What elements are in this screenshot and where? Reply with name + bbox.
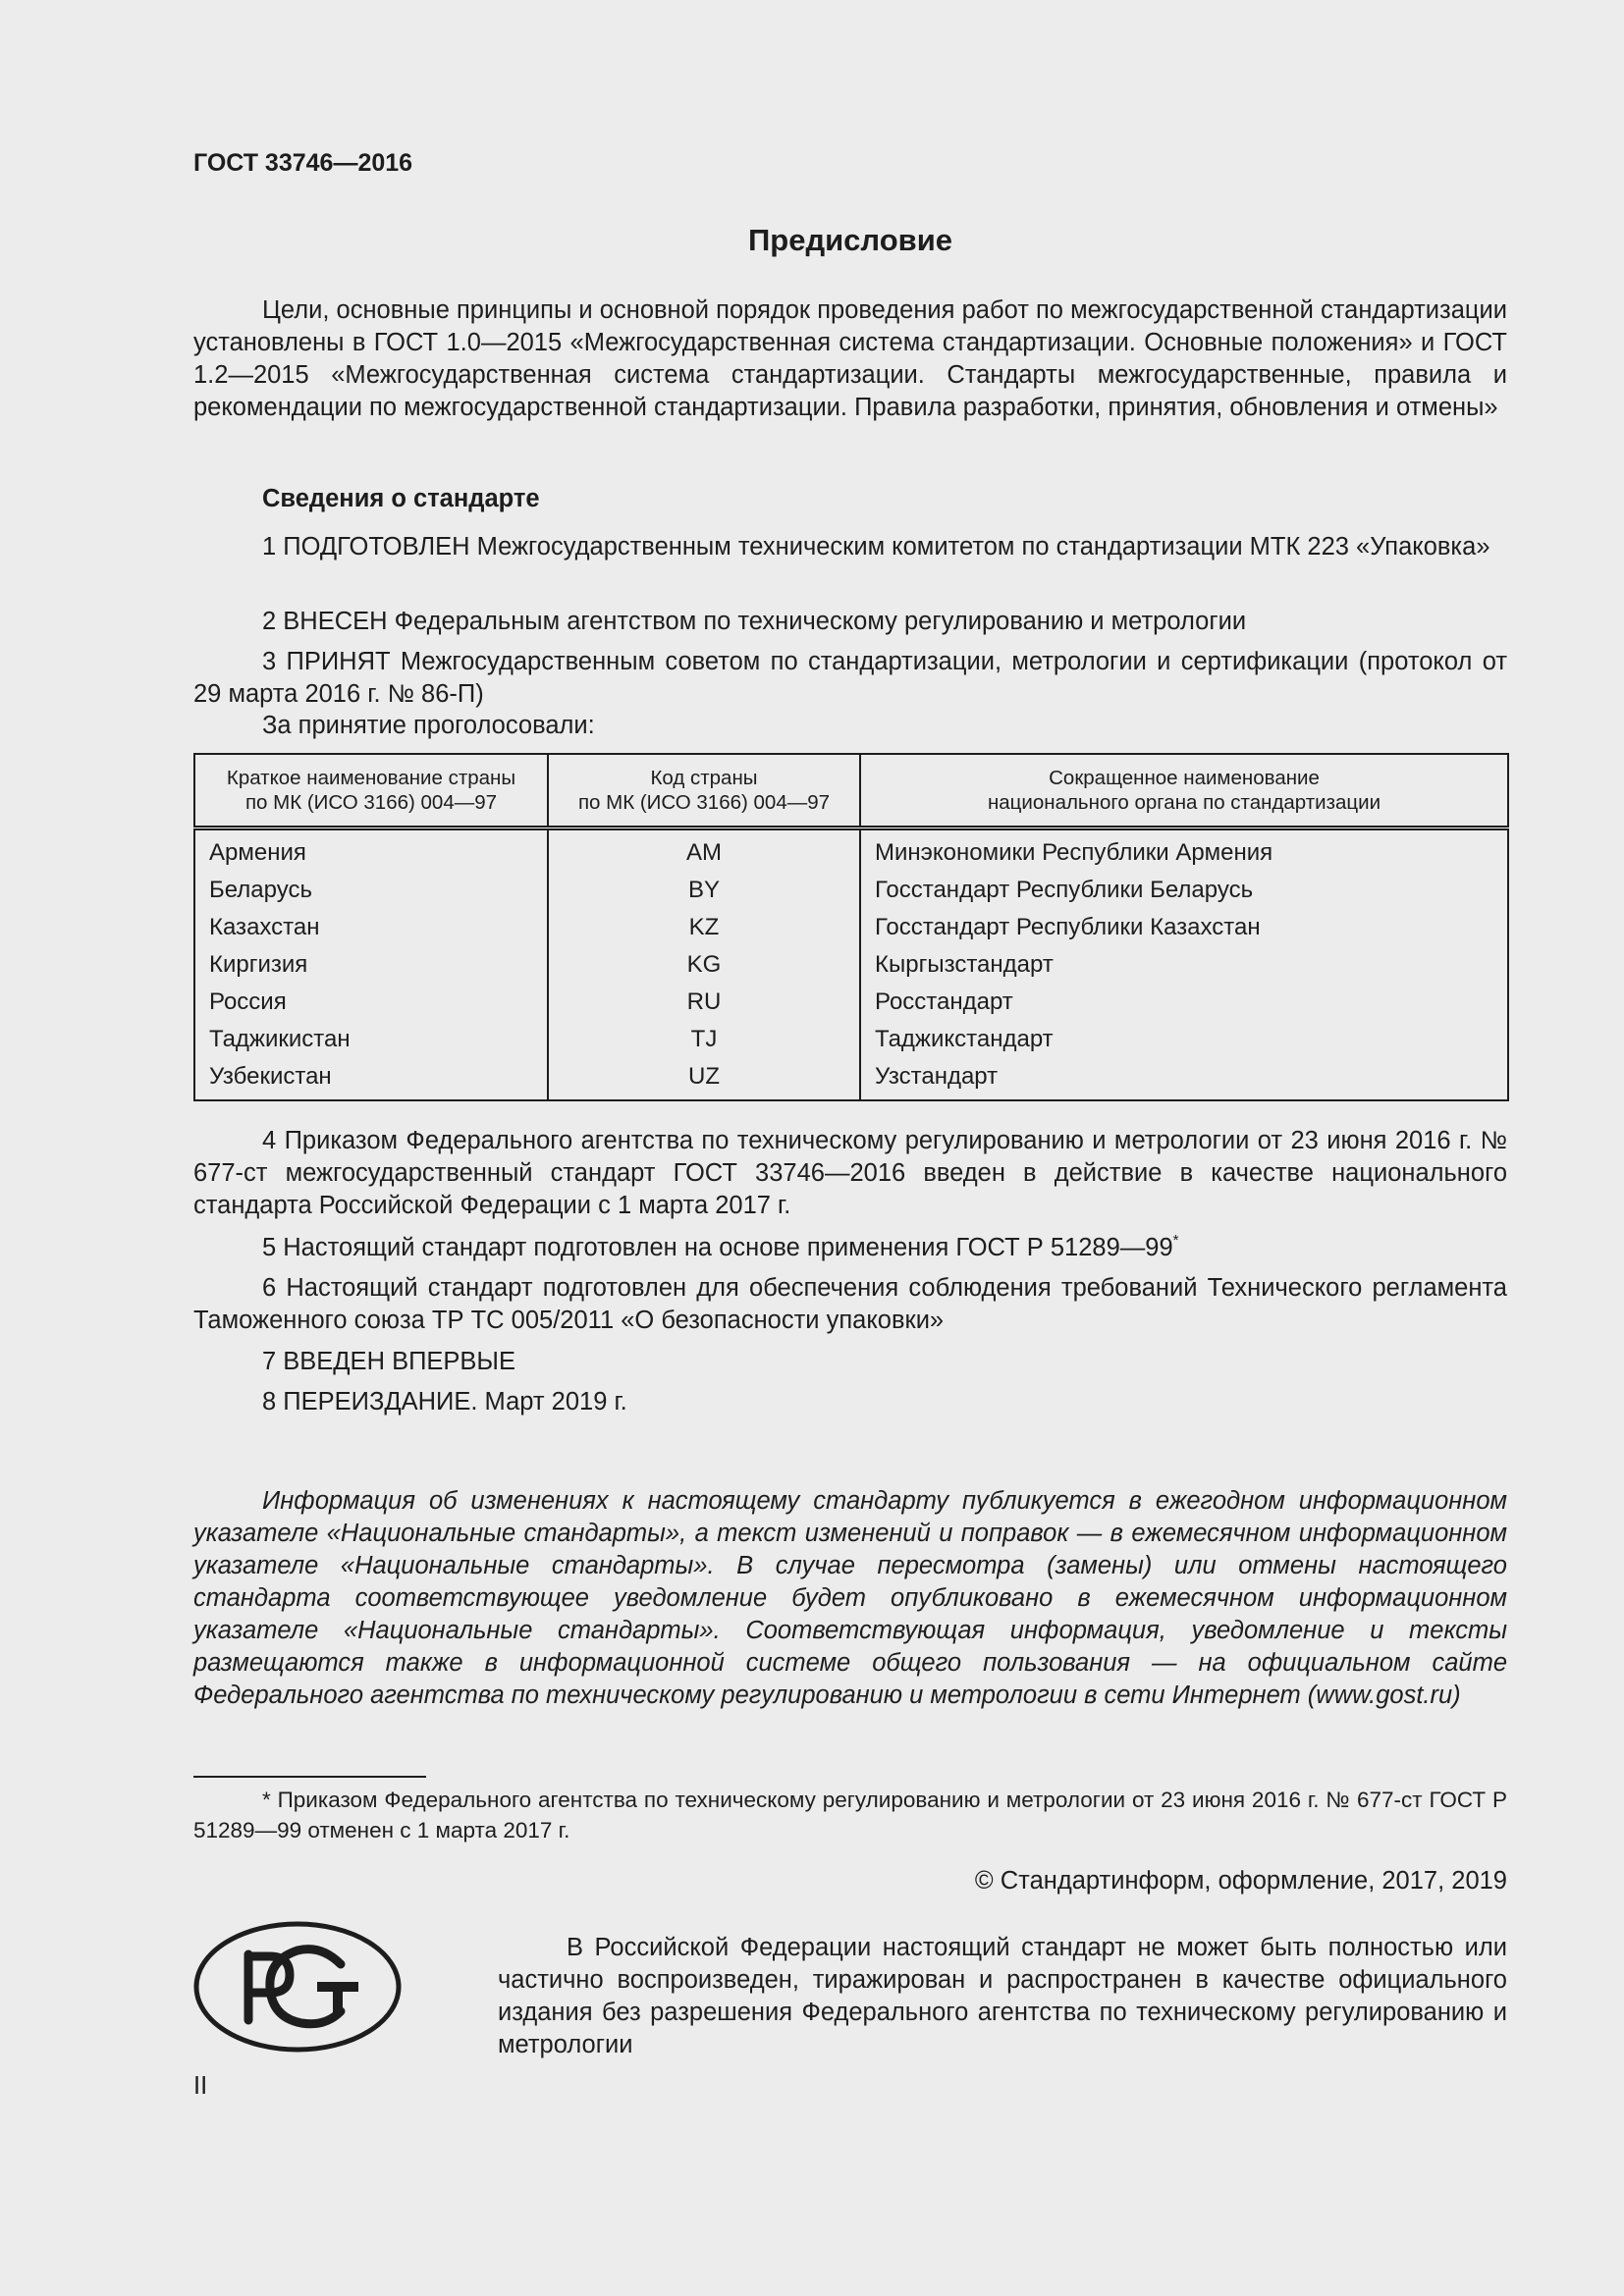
header-body-line1: Сокращенное наименование <box>1049 767 1320 789</box>
header-code <box>548 754 860 828</box>
footnote: * Приказом Федерального агентства по техническому регулированию и метрологии от 23 июня 2016 г. № 677-ст ГОСТ Р 51289—99 отменен с 1 марта 2017 г. <box>193 1788 1507 1842</box>
header-country-line2: по МК (ИСО 3166) 004—97 <box>244 791 498 814</box>
header-country-line1: Краткое наименование страны <box>226 767 516 789</box>
cell-code: BY <box>548 872 860 909</box>
cell-code: KZ <box>548 909 860 946</box>
cell-body: Таджикстандарт <box>875 1026 1054 1052</box>
item-5-text: 5 Настоящий стандарт подготовлен на основе применения ГОСТ Р 51289—99 <box>262 1234 1173 1261</box>
cell-body: Госстандарт Республики Казахстан <box>875 914 1261 940</box>
page-number: II <box>193 2072 208 2100</box>
changes-notice: Информация об изменениях к настоящему стандарту публикуется в ежегодном информационном указателе «Национальные стандарты», а текст изменений и поправок — в ежемесячном информационном указателе «Национальные стандарты». В случае пересмотра (замены) или отмены настоящего стандарта соответствующее уведомление будет опубликовано в ежемесячном информационном указателе «Национальные стандарты». Соответствующая информация, уведомление и тексты размещаются также в информационной системе общего пользования — на официальном сайте Федерального агентства по техническому регулированию и метрологии в сети Интернет (www.gost.ru) <box>193 1487 1507 1709</box>
table-row <box>194 828 1508 873</box>
cell-code: TJ <box>548 1021 860 1058</box>
item-1-prepared: 1 ПОДГОТОВЛЕН Межгосударственным техническим комитетом по стандартизации МТК 223 «Упаковка» <box>262 533 1490 561</box>
footnote-marker: * <box>1172 1232 1179 1249</box>
table-row <box>194 1058 1508 1100</box>
section-heading: Сведения о стандарте <box>262 485 540 512</box>
document-id-header: ГОСТ 33746—2016 <box>193 149 413 177</box>
footnote-rule <box>193 1776 426 1778</box>
cell-code: UZ <box>548 1058 860 1100</box>
voting-table <box>193 753 1509 1101</box>
cell-country: Казахстан <box>194 909 548 946</box>
cell-country: Беларусь <box>194 872 548 909</box>
item-3-adopted: 3 ПРИНЯТ Межгосударственным советом по стандартизации, метрологии и сертификации (протокол от 29 марта 2016 г. № 86-П) <box>193 648 1507 708</box>
cell-code: AM <box>548 828 860 873</box>
table-row <box>194 909 1508 946</box>
cell-code: RU <box>548 984 860 1021</box>
table-row <box>194 872 1508 909</box>
table-row <box>194 1021 1508 1058</box>
header-body-line2: национального органа по стандартизации <box>987 791 1381 814</box>
table-row <box>194 984 1508 1021</box>
copyright-line: © Стандартинформ, оформление, 2017, 2019 <box>974 1867 1507 1895</box>
voted-label: За принятие проголосовали: <box>262 712 595 739</box>
rst-logo-graphic <box>193 1921 402 2053</box>
item-5-basis <box>193 1232 1507 1264</box>
cell-body: Кыргызстандарт <box>875 951 1054 978</box>
cell-code: KG <box>548 946 860 984</box>
item-4-enacted: 4 Приказом Федерального агентства по техническому регулированию и метрологии от 23 июня 2016 г. № 677-ст межгосударственный стандарт ГОСТ 33746—2016 введен в действие в качестве национального стандарта Российской Федерации с 1 марта 2017 г. <box>193 1127 1507 1219</box>
rst-logo-icon <box>193 1921 402 2053</box>
cell-country: Россия <box>194 984 548 1021</box>
cell-body: Узстандарт <box>875 1063 999 1090</box>
item-6-compliance: 6 Настоящий стандарт подготовлен для обеспечения соблюдения требований Технического регламента Таможенного союза ТР ТС 005/2011 «О безопасности упаковки» <box>193 1274 1507 1334</box>
cell-country: Армения <box>194 828 548 873</box>
cell-body: Росстандарт <box>875 988 1013 1015</box>
item-7-first-introduced: 7 ВВЕДЕН ВПЕРВЫЕ <box>262 1348 516 1375</box>
header-body <box>860 754 1508 828</box>
header-country <box>194 754 548 828</box>
cell-country: Узбекистан <box>194 1058 548 1100</box>
intro-paragraph: Цели, основные принципы и основной порядок проведения работ по межгосударственной стандартизации установлены в ГОСТ 1.0—2015 «Межгосударственная система стандартизации. Основные положения» и ГОСТ 1.2—2015 «Межгосударственная система стандартизации. Стандарты межгосударственные, правила и рекомендации по межгосударственной стандартизации. Правила разработки, принятия, обновления и отмены» <box>193 296 1507 421</box>
page-title: Предисловие <box>747 223 952 257</box>
cell-body: Минэкономики Республики Армения <box>875 839 1273 866</box>
reproduction-notice: В Российской Федерации настоящий стандарт не может быть полностью или частично воспроизведен, тиражирован и распространен в качестве официального издания без разрешения Федерального агентства по техническому регулированию и метрологии <box>498 1934 1507 2058</box>
cell-country: Таджикистан <box>194 1021 548 1058</box>
table-header-row <box>194 754 1508 828</box>
cell-body: Госстандарт Республики Беларусь <box>875 877 1254 903</box>
cell-country: Киргизия <box>194 946 548 984</box>
item-8-reissue: 8 ПЕРЕИЗДАНИЕ. Март 2019 г. <box>262 1388 627 1415</box>
item-2-submitted: 2 ВНЕСЕН Федеральным агентством по техническому регулированию и метрологии <box>262 608 1247 635</box>
header-code-line2: по МК (ИСО 3166) 004—97 <box>577 791 831 814</box>
header-code-line1: Код страны <box>650 767 758 789</box>
table-row <box>194 946 1508 984</box>
